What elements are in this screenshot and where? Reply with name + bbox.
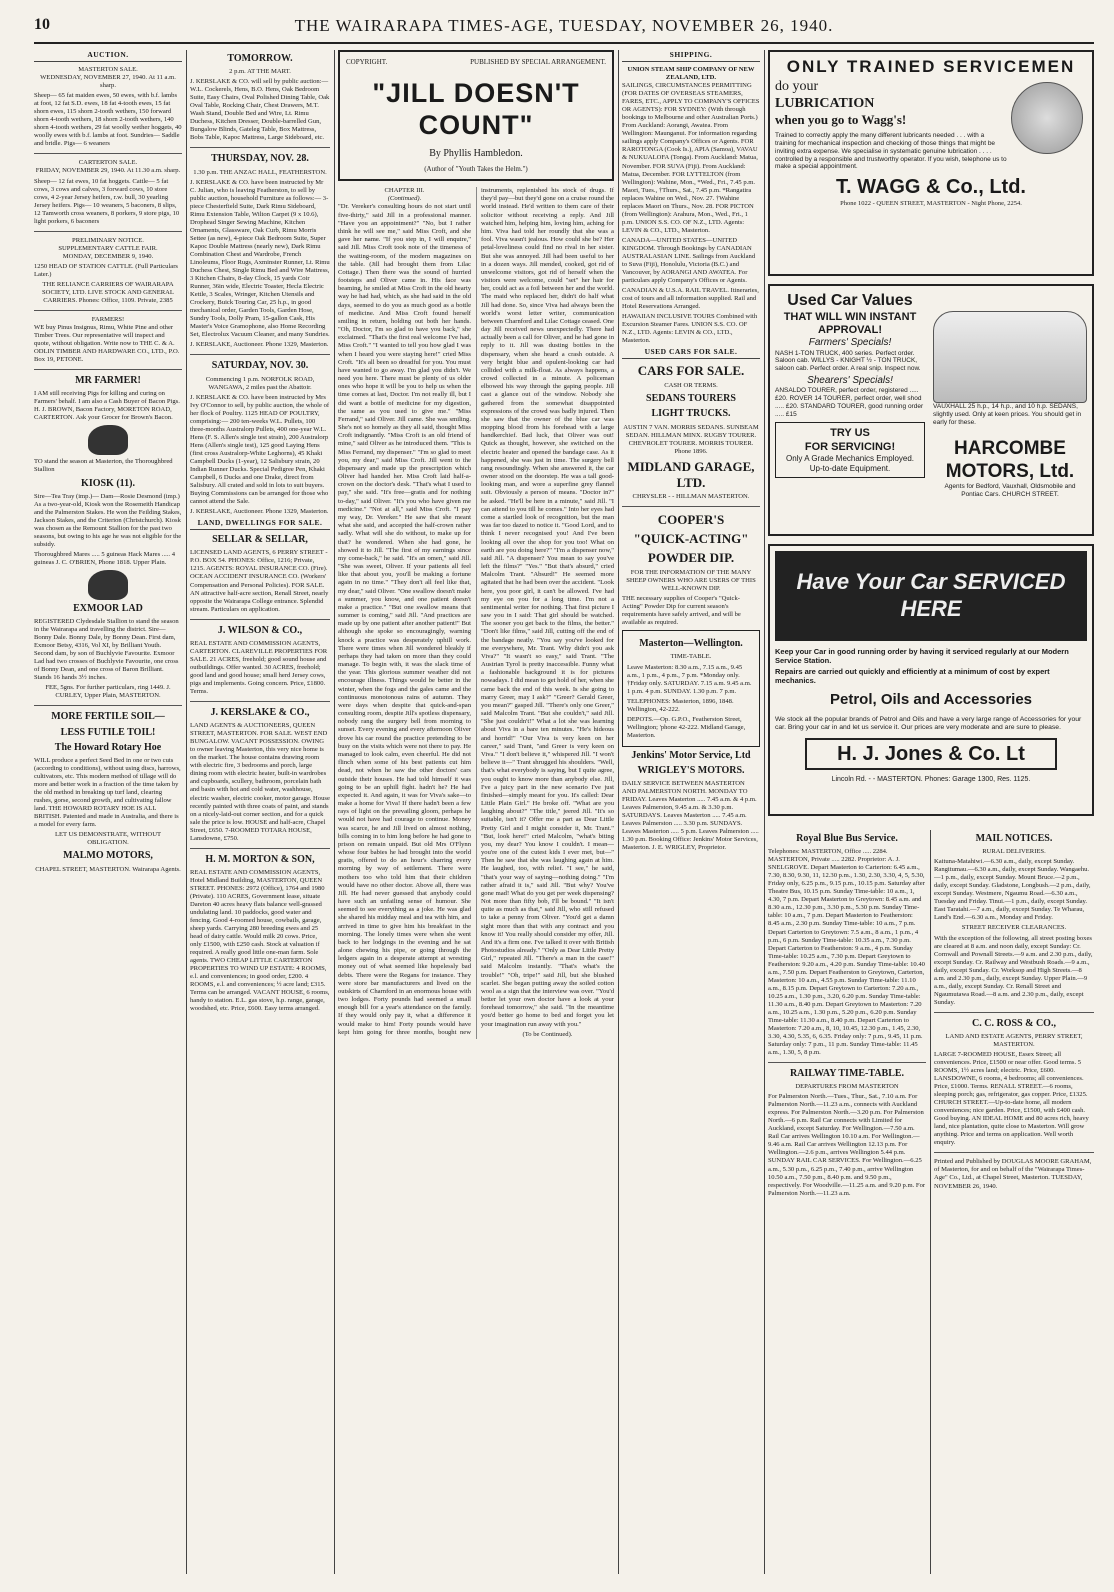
midland-sub: CHRYSLER - - HILLMAN MASTERTON. bbox=[632, 493, 750, 501]
thursday-heading: THURSDAY, NOV. 28. bbox=[211, 153, 309, 165]
soil-slogan-2: LESS FUTILE TOIL! bbox=[60, 726, 156, 738]
column-rule bbox=[764, 50, 765, 1574]
try-us: TRY US bbox=[830, 427, 870, 440]
railway-sub: DEPARTURES FROM MASTERTON bbox=[795, 1083, 899, 1091]
harcombe-name: HARCOMBE MOTORS, Ltd. bbox=[945, 437, 1075, 482]
imprint: Printed and Published by DOUGLAS MOORE GRAHAM, of Masterton, for and on behalf of the "Wairarapa Times-Age" Co., Ltd., at Chapel Street, Masterton. TUESDAY, NOVEMBER 26, 1940. bbox=[934, 1158, 1092, 1190]
column-bus-rail bbox=[768, 830, 926, 1574]
to-be-continued: (To be Continued). bbox=[522, 1030, 573, 1038]
auction-heading: AUCTION. bbox=[34, 50, 182, 62]
light-trucks: LIGHT TRUCKS. bbox=[651, 408, 731, 420]
kerslake-land-heading: J. KERSLAKE & CO., bbox=[210, 707, 310, 719]
serial-title-box bbox=[338, 50, 614, 181]
shipping-heading: SHIPPING. bbox=[622, 50, 760, 62]
win-approval: THAT WILL WIN INSTANT APPROVAL! bbox=[783, 310, 917, 336]
keep-car-running: Keep your Car in good running order by having it serviced regularly at our Modern Service Station. bbox=[775, 646, 1069, 665]
mr-farmer-heading: MR FARMER! bbox=[75, 375, 141, 387]
continued-label: (Continued). bbox=[387, 195, 422, 203]
story-subline: (Author of "Youth Takes the Helm.") bbox=[424, 164, 528, 173]
masterton-sale-lots: Sheep— 65 fat maiden ewes, 50 ewes, with b.f. lambs at foot, 12 fat S.D. ewes, 18 fat 4-tooth ewes, 15 fat shorn ewes, 115 shorn 2-tooth wethers, 150 forward shorn 4-tooth wethers, 18 shorn 2-tooth wethers, 140 shorn 4-tooth wethers, 29 fat woolly wether hoggets, 40 woolly ewes with b.f. lambs at foot. Sundries— Saddle and bridle. Pigs— 6 weaners bbox=[34, 92, 182, 148]
newspaper-title: THE WAIRARAPA TIMES-AGE, TUESDAY, NOVEMBER 26, 1940. bbox=[294, 16, 834, 35]
thursday-lots: J. KERSLAKE & CO. have been instructed by Mr C. Julian, who is leaving Featherston, to sell by public auction, household Furniture as follows:— 3-piece Chesterfield Suite, Dark Rimu Sideboard, Rimu Extension Table, Wilton Carpet (9 x 10.6), Drophead Singer Sewing Machine, Kitchen Ornaments, Glassware, Oak Curb, Rimu Morris Settee (as new), 4-piece Oak Bedroom Suite, Super Kapoc Double Mattress (nearly new), Dark Rimu Combination Chest and Wardrobe, French Linoleums, Floor Rugs, Axminster Runner, Lt. Rimu Duchess Chest, Single Rimu Bed and Wire Mattress, 3 Kitchen Chairs, 8-day Clock, 15 yards Coir Runner, 36in wide, Electric Toaster, Hecla Electric Kettle, 3 Scales, Wringer, Kitchen Utensils and Crockery, Buick Touring Car, 25 h.p., in good mechanical order, Garden Tools, Garden Hose, Sundry Tools, Dolly Pram, 15-gallon Cask, His Master's Voice Gramophone, also Home Recording Set, Electrolux Vacuum Cleaner, and many Sundries. bbox=[190, 178, 330, 339]
cash-or-terms: CASH OR TERMS. bbox=[664, 382, 718, 390]
wagg-ad bbox=[768, 50, 1094, 276]
a-grade-mechanics: Only A Grade Mechanics Employed. bbox=[785, 453, 915, 463]
used-cars-heading: USED CARS FOR SALE. bbox=[622, 347, 760, 359]
repairs-line: Repairs are carried out quickly and efficiently at a minimum of cost by expert mechanics. bbox=[775, 666, 1050, 686]
coopers-info: FOR THE INFORMATION OF THE MANY SHEEP OWNERS WHO ARE USERS OF THIS WELL-KNOWN DIP. bbox=[626, 569, 756, 593]
sellar-heading: SELLAR & SELLAR, bbox=[212, 534, 308, 546]
timetable-box bbox=[622, 630, 760, 747]
divider bbox=[34, 369, 182, 370]
for-servicing: FOR SERVICING! bbox=[804, 440, 896, 453]
divider bbox=[622, 506, 760, 507]
wagg-name: T. WAGG & Co., Ltd. bbox=[836, 176, 1026, 199]
jones-name: H. J. Jones & Co. Lt bbox=[805, 738, 1057, 770]
coopers-line-2: "QUICK-ACTING" bbox=[633, 531, 749, 547]
brown-bacon-ad: I AM still receiving Pigs for killing and curing on Farmers' behalf. I am also a Cash Buyer of Bacon Pigs. H. J. BROWN, Bacon Factory, MORETON ROAD, CARTERTON. Ask your Grocer for Brown's Bacon. bbox=[34, 390, 180, 422]
mechanic-illustration bbox=[1011, 82, 1083, 154]
chapter-label: CHAPTER III. bbox=[384, 187, 425, 195]
tomorrow-lots: J. KERSLAKE & CO. will sell by public auction:— W.L. Cockerels, Hens, B.O. Hens, Oak Bedroom Suite, Easy Chairs, Oval Polished Dining Table, Oak Oval Table, Rocking Chair, Chest Drawers, M.T. Wash Stand, Double Bed and Wire, Lt. Rimu Duchess, Kitchen Dresser, Double-barrelled Gun, Bungalow Blinds, Gateleg Table, Box Mattress, Bobs Table, Kapoc Mattress, Large Sideboard, etc. bbox=[190, 78, 330, 142]
union-sailings: SAILINGS, CIRCUMSTANCES PERMITTING (FOR DATES OF OVERSEAS STEAMERS, FARES, ETC., APPLY TO COMPANY'S OFFICES OR AGENTS): FOR SYDNEY: (With through bookings to Melbourne and other Australian Ports.) From Auckland: Aorangi, Awatea. From Wellington: Maunganui. For information regarding sailings apply Company's Offices or Agents. FOR RAROTONGA (Cook Is.), APIA (Samoa), VAVAU & NUKUALOFA (Tonga). From Auckland: Matua, November. FOR SUVA (Fiji). From Auckland: Matua, December. FOR LYTTELTON (from Wellington): Wahine, Mon., *Wed., Fri., 7.45 p.m. Maori, Tues., †Thurs., Sat., 7.45 p.m. *Rangatira replaces Wahine on Wed., Nov. 27. †Wahine replaces Maori on Thurs., Nov. 28. FOR PICTON (from Wellington): Arahura, Mon., Wed., Fri., 1 p.m. UNION S.S. CO. OF N.Z., LTD. Agents: LEVIN & CO., LTD., Masterton. bbox=[622, 82, 760, 234]
column-rule bbox=[186, 50, 187, 1574]
story-body: "Dr. Vereker's consulting hours do not start until five-thirty," said Jill in a professional manner. "Have you an appointment?" "No, but I rather think he will see me," said Miss Croft, and she gave her name. "If you step in, I will enquire," said Jill. Miss Croft took note of the timeness of the waiting-room, of the modern magazines on the table. (Jill had brought them from Lilac Cottage.) Then there was the sound of hurried footsteps and Oliver came in. His face was beaming, he smiled at Miss Croft in the old hearty way he had had, which, as she had said in the old days, seemed to do you as much good as a bottle of medicine. And Miss Croft found herself smiling in return, holding out both her hands. "Oh, Doctor, I'm so glad to have you back," she exclaimed. "That's the first real welcome I've had, Miss Croft." "I wanted to tell you how glad I was when I heard you were staying here!" cried Miss Croft. "It's all been so dreadful for you. You must have wanted to go away. I'm glad you didn't. We need you here. There must be plenty of us older ones who hope it will be you to help us when the time comes at last, Doctor. I'm not really ill, but I did want a bottle of medicine for my digestion, the same as you used to give me." "Miss Ferrand," said Oliver. Jill came. She was smiling. She's not so homely as they all said, thought Miss Croft indignantly. "Miss Croft is an old friend of mine," said Oliver as he introduced them. "This is Miss Ferrand, my dispenser." "I'm so glad to meet you, my dear," said Miss Croft. Jill went to the dispensary and made up the prescription which Oliver had handed her. Miss Croft laid half-a-crown on the doctor's desk. "That's what I used to pay," she said. "It's free—gratis and for nothing to-day," said Oliver. "It's you who have given me medicine." "Not at all," said Miss Croft. "I pay my way, Dr. Vereker." He saw that she meant what she said, and accepted the half-crown rather sadly. What will she do without, to make up for that? he wondered. When she had gone, he showed it to Jill. "The first of my earnings since my come-back," he said. "It's an omen," said Jill. "She was sweet, Oliver. If your patients all feel like that about you, you'll be making a fortune again in no time." "They don't all feel like that, my dear," said Oliver. "One swallow doesn't make a summer, you know, and one patient doesn't make a practice." "But one swallow means that summer is coming," said Jill. "And practices are made up by one patient after another patient!" But although she spoke so encouragingly, warning knock a practice was desperately uphill work. There were times when Jill wondered bleakly if perhaps they had taken on more than they could manage. To begin with, it was the slack time of the year. This glorious summer weather did not encourage illness. Things would be better in the winter, when the fogs and the gales came and the continuous monotonous rains of autumn. They were days when despite that quick-and-span consulting room, despite Jill's spotless dispensary, nobody rang the surgery bell from morning to sunset. Every evening and every afternoon Oliver drove his car round the practice pretending to be busy on the visits which were not there to pay. He managed to look calm, even cheerful. He did not flinch when some of his best patients cut him dead, not when he saw the other doctors' cars outside their houses. He had told himself it was going to be an uphill fight. hadn't he? He had expected it. And again, it was for Viva's sake—to make a home for Viva! If there hadn't been a few rays of light on the prevailing gloom, perhaps he would not have had courage to continue. Money was scarce, he and Jill lived on almost nothing, bills coming in to him long before he had gone to prison on remain unpaid. But old Mrs O'Flynn whose four babies he had brought into the world gratis, offered to do an hour's charring every morning by way of settlement. There were mothers too who told him that their children would have no other doctor. Above all, there was Jill. He had never guessed that anybody could have such an unfailing sense of humour. She seemed to see everything as a joke. He was glad she shared his midday meal and tea with him, and arrived in time to give him his breakfast in the morning. The lonely times were when she went back to her lodgings in the evening and he sat alone chewing his pipe, or going through the ledgers again in a desperate attempt at wresting money out of what seemed like hopelessly bad debts. There were the Regans for instance. They were store bar manufacturers and lived on the outskirts of Charnford in an enormous house with two lodges. Forty pounds had seemed a small enough bill for a year's attendance on the family. If they would only pay it, what a difference it would make to him! Forty pounds would have kept him going for three months, bought new instruments, replenished his stock of drugs. If they'd pay—but they'd gone on a cruise round the world instead. He'd written to them care of their solicitor without receiving a reply. And Jill watched him, helping him, loving him, aching for him. Viva had told her roundly that she was a fool. Viva wasn't jealous. How could she be? Her petal-loveliness could find no rival in her sister. But she was annoyed. Jill had been useful to her in a dozen ways. Jill mended, cooked, got rid of unwelcome visitors, got rid of herself when the visitors were welcome, could "set" her hair for her, could act as a foil between her and the world. The maid who replaced her, didn't do half what Jill had done. So, since Viva had always been the world's worst letter writer, communication between Charnford and Lilac Cottage ceased. One day Jill received news unexpectedly. There had actually been a call for Oliver, and he had gone in reply to it. Jill was dusting bottles in the dispensary, when she heard a crash outside. A very bright blue and opulent-looking car had collided with a milk-float. As always happens, a crowd collected in a minute. A policeman elbowed his way through the gaping people. Jill cast a glance out of the window. Nobody she gathered from the somewhat disappointed expressions of the crowd was badly injured. Then she saw that the owner of the blue car was mopping blood from his forehead with a large handkerchief. Bad luck, that Oliver was out! Quick as thought, however, she switched on the electric heater and opened the bandage case. As it happened, she was just in time. The surgery bell rang resoundingly. When she answered it, the car owner stood on the doorstep. He was a tall good-looking man, and wore a superfine grey flannel suit. Obviously a person of means. "Doctor in?" he asked. "He'll be here in a minute," said Jill. "I can attend to you till he comes." Into her eyes had come a startled look of recognition, but the man was far too dazed to notice it. "Good Lord, and to think I never recognised you! And I've been looking all over the shop for you too! What on earth are you doing here?" "I'm a dispenser now," said Jill. "A dispenser? You mean to say you've left the films?" "Yes." "But that's absurd," cried Malcolm Trant. "Absurd!" He seemed more agitated that he had been over the accident. "Look here, you poor girl, it can't be allowed. I've had my eye on you for a long time. I'm not a sentimental writer for nothing. That first picture I saw you in I said: That girl should be watched. The sooner you get back to the films, the better." "Don't like films," said Jill, cutting off the end of the bandage neatly. "You say you've looked for me everywhere, Mr. Trant. Why didn't you ask Viva?" "It wasn't so easy," said Trant. "The Austrian Tyrol is pretty inaccessible. Funny what a fashionable background it is for pictures nowadays. I did mean to get hold of her, when she came back the end of this week. Is she going to marry Greer, may I ask?" "Greer? Gerald Greer, you mean?" gasped Jill. "There's only one Greer," said Malcolm Trant. "But she couldn't," said Jill. "She just couldn't!" What a lot she was learning about Viva in a bare ten minutes. "He's hideous and horrid!" "Our Viva is very keen on her career," said Trant, "and Greer is very keen on Viva." "I don't believe it," whispered Jill. "I won't believe it—" Trant shrugged his shoulders. "Well, that's what everybody is saying, but I quite agree, you ought to know more than anybody else. Jill, I've a juicy part in the new scenario I've just finished—simply meant for you. It's called: Dear Little Plain Girl." He broke off. "What are you laughing about?" "The title," jeered Jill. "It's so suitable, isn't it? Offer me a part as Dear Little Pretty Girl and I might consider it, Mr. Trant." "But, look here!" cried Malcolm, "what's biting you, my dear? You know I couldn't. I mean—you're one of the cutest kids I ever met, but—" Then he saw that she was laughing again at him. He laughed, too, with relief. "I see," he said, "that's your way of saying—nothing doing." "I'm rather afraid it is," said Jill. "But why? You've gone mad! What do you get per week dispensing? Not more than fifty bob, I'll be bound." "It isn't quite as much as that," said Jill, who still refused to take a penny from Oliver. "You'd get a damn sight more than that with any contract and you know it! You really should consider my offer, Jill. And it's a firm one. I've talked it over with British Photostudios already." "Only as Dear Little Pretty Girl," repeated Jill. "There's a man in the case!" said Malcolm instantly. "That's what's the trouble!" "Oh, tripe!" said Jill, but she blushed scarlet. She began putting away the soiled cotton wool as a sign that the interview was over. "You'd better let your own doctor have a look at your forehead tomorrow," she said. "In the meantime you'd better go home to bed and forget you let your imagination run away with you." bbox=[338, 187, 614, 1036]
morton-body: REAL ESTATE AND COMMISSION AGENTS, Hotel Midland Building, MASTERTON, QUEEN STREET. PHONES: 2972 (Office), 1764 and 1980 (Private). 110 ACRES, Government lease, situate Dareton 40 acres heavy flats balance well-grassed undulating land. 10 paddocks, good water and fencing. Good 4-roomed house, cowbails, garage, sheep yards. Carrying 280 breeding ewes and 25 head of dairy cattle. Would milk 20 cows. Price, only £1500, with £250 cash. Stock at valuation if required. A really good little one-man farm. Sole agents. TWO CHEAP LITTLE CARTERTON PROPERTIES TO WIND UP ESTATE: 4 ROOMS, e.l. and conveniences; in good order, £200. 4 ROOMS, e.l. and conveniences; ½ acre land; £315. Terms can be arranged. VACANT HOUSE, 6 rooms, handy to station. E.L. gas stove, h.p. range, garage, woodshed, etc. Price, £600. Easy terms arranged. bbox=[190, 868, 330, 1013]
horse-illustration bbox=[88, 570, 128, 600]
wrigley-body: DAILY SERVICE BETWEEN MASTERTON AND PALMERSTON NORTH. MONDAY TO FRIDAY. Leaves Masterton ..... 7.45 a.m. & 4 p.m. Leaves Palmerston, 9.45 a.m. & 3.30 p.m. SATURDAYS. Leaves Masterton ..... 7.45 a.m. Leaves Palmerston ..... 3.30 p.m. SUNDAYS. Leaves Masterton ..... 5 p.m. Leaves Palmerston ..... 1.30 p.m. Booking Office: Jenkins' Motor Services, Masterton. J. E. WRIGLEY, Proprietor. bbox=[622, 780, 759, 852]
demonstrate-line: LET US DEMONSTRATE, WITHOUT OBLIGATION. bbox=[55, 831, 161, 847]
column-mail-ross bbox=[934, 830, 1094, 1574]
sellar-body: LICENSED LAND AGENTS, 6 PERRY STREET - P.O. BOX 54. PHONES: Office, 1216; Private, 1215. AGENTS: ROYAL INSURANCE CO. (Fire). OCEAN ACCIDENT INSURANCE CO. (Workers' Compensation and Personal Policies). FOR SALE. AN attractive half-acre section, Renall Street, nearly opposite the Wairarapa College entrance. Splendid stream. Particulars on application. bbox=[190, 549, 329, 613]
exmoor-fee: FEE, 5gns. For further particulars, ring 1449. J. CURLEY, Upper Plain, MASTERTON. bbox=[45, 684, 171, 700]
car-models: AUSTIN 7 VAN. MORRIS SEDANS. SUNBEAM SEDAN. HILLMAN MINX. RUGBY TOURER. CHEVROLET TOURER. MORRIS TOURER. Phone 1896. bbox=[623, 423, 759, 455]
wagg-title: ONLY TRAINED SERVICEMEN bbox=[786, 57, 1076, 76]
column-auctions-livestock bbox=[34, 50, 182, 1574]
street-clearances-heading: STREET RECEIVER CLEARANCES. bbox=[961, 924, 1067, 932]
up-to-date: Up-to-date Equipment. bbox=[809, 463, 891, 473]
used-car-values: Used Car Values bbox=[787, 292, 913, 309]
morton-heading: H. M. MORTON & SON, bbox=[205, 853, 315, 865]
story-title: "JILL DOESN'T COUNT" bbox=[372, 77, 580, 141]
carterton-sale-lots: Sheep— 12 fat ewes, 10 fat hoggets. Cattle— 5 fat cows, 3 cows and calves, 3 forward cows, 10 store cows, 4 2-year Jersey heifers, r.w. bull, 30 yearling Jersey heifers. Pigs— 10 weaners, 5 baconers, 8 slips, 12 Tamworth cross weaners, 8 porkers, 9 store pigs, 10 light porkers, 6 baconers bbox=[34, 177, 180, 225]
exmoor-pedigree: REGISTERED Clydesdale Stallion to stand the season in the Wairarapa and travelling the district. Sire—Bonny Dale. Bonny Dale, by Bonny Dean. First dam, Exmoor Betsy, 4316, Vol XI, by Brilliant Youth. Second dam, by son of Buchlyvie Favourite. Exmoor Lad had two crosses of Buchlyvie Favourite, one cross of Bonny Dean, and one cross of Baron Brilliant. Stands 16 hands 3½ inches. bbox=[34, 618, 179, 682]
kerslake-land-body: LAND AGENTS & AUCTIONEERS, QUEEN STREET, MASTERTON. FOR SALE. WEST END BUNGALOW. VACANT POSSESSION. OWING to owner leaving Masterton, this very nice home is on the market. The house contains drawing room with electric fire, 3 bedrooms and porch, large dining room with electric heater, built-in wardrobes and cupboards, scullery, bathroom, porcelain bath and basin with hot and cold water, washhouse, electric washer, electric cooker, motor garage. House recently painted with three coats of paint, and stands on a nicely-laid-out corner section, and for a quick sale the price is low. HOUSE and half-acre, Chapel Street, £650. 7-ROOMED TOTARA HOUSE, Lansdowne, £750. bbox=[190, 722, 330, 842]
divider bbox=[34, 310, 182, 311]
bus-timetable: Telephones: MASTERTON, Office ..... 2284. MASTERTON, Private ..... 2282. Proprietor: A. J. SNELGROVE. Depart Masterton to Carterton: 6.45 a.m., 7.30, 8.30, 9.30, 11, 12.30 p.m., 1.30, 2.30, 3.30, 4, 5, 5.30, Friday only, 6.25 p.m., 9.15 p.m., 10.15 p.m. Saturday after Theatre Bus, 10.15 p.m. Sunday Time-table: 10 a.m., 1, 4.30, 7 p.m. Depart Masterton to Greytown: 8.45 a.m. and 8.30 a.m., 12.30 p.m., 3.30 p.m., 5.30 p.m. Sunday Time-table: 10 a.m., 7 p.m. Depart Masterton to Featherston: 8.45 a.m., 2.30 p.m. Sunday Time-table: 10 a.m., 7 p.m. Depart Carterton to Greytown: 7.5 a.m., 8 a.m., 1 p.m., 4 p.m., 6 p.m. Sunday Time-table: 10.35 a.m., 7.30 p.m. Depart Carterton to Featherston: 9 a.m., 4 p.m. Sunday Time-table: 10.25 a.m., 7.30 p.m. Depart Greytown to Featherston: 9.20 a.m., 4.20 p.m. Sunday Time-table: 10.40 a.m., 7.50 p.m. Depart Featherston to Greytown, Carterton, Masterton: 10 a.m., 4.55 p.m. Sunday Time-table: 11.10 a.m., 8.15 p.m. Depart Greytown to Carterton: 7.20 a.m., 10.25 a.m., 1.30 p.m., 3.20, 6.20 p.m. Sunday Time-table: 11.30 a.m., 8.40 p.m. Depart Greytown to Masterton: 7.20 a.m., 10.25 a.m., 1.30 p.m., 5.20 p.m., 6.20 p.m. Sunday Time-table: 11.30 a.m., 8.40 p.m. Depart Carterton to Masterton: 7.20 a.m., 8, 10, 10.45, 12.30 p.m., 1.45, 2.30, 3.30, 4.30, 5.35, 6, 6.35. Friday only: 7 p.m., 9.45, 11 p.m. Saturday only: 7 p.m., 11 p.m. Sunday Time-table: 11.45 a.m., 1.30, 5, 8 p.m. bbox=[768, 848, 925, 1056]
divider bbox=[768, 1062, 926, 1063]
wagg-phone: Phone 1022 - QUEEN STREET, MASTERTON - Night Phone, 2254. bbox=[840, 199, 1022, 207]
kiosk-pedigree: Sire—Tea Tray (imp.)— Dam—Rosie Desmond (imp.) As a two-year-old, Kiosk won the Rosemeith Handicap and the Palmerston Stakes. He won the Feilding Stakes, Jackson Stakes, and the Criterion (Christchurch). Kiosk was chosen as the Remount Stallion for the past two seasons, but owing to his age he was not eligible for the subsidy. bbox=[34, 492, 182, 548]
railway-body: For Palmerston North.—Tues., Thur., Sat., 7.10 a.m. For Palmerston North.—11.23 a.m., connects with Auckland express. For Palmerston North.—3.20 p.m. For Palmerston North.—6 p.m. Rail Car connects with Limited for Auckland, except Saturday. For Wellington.—7.50 a.m. Rail Car arrives Wellington 10.10 a.m. For Wellington.—9.46 a.m. Rail Car arrives Wellington 12.13 p.m. For Wellington.—2.6 p.m., arrives Wellington 5.44 p.m. SUNDAY RAIL CAR SERVICES. For Wellington.—6.25 a.m., 5.30 p.m., 6.25 p.m., 7.40 p.m., arrive Wellington 10.50 a.m., 7.50 p.m., 8.40 p.m. and 9.50 p.m., respectively. For Woodville.—11.25 a.m. and 9.20 p.m. For Palmerston North.—11.23 a.m. bbox=[768, 1093, 926, 1197]
coopers-body: THE necessary supplies of Cooper's "Quick-Acting" Powder Dip for current season's requirements have safely arrived, and will be available as required. bbox=[622, 595, 741, 627]
cars-for-sale: CARS FOR SALE. bbox=[637, 363, 745, 379]
masterton-sale-date: WEDNESDAY, NOVEMBER 27, 1940. At 11 a.m. sharp. bbox=[40, 74, 176, 90]
divider bbox=[934, 1152, 1094, 1153]
hawaiian-tours: HAWAIIAN INCLUSIVE TOURS Combined with Excursion Steamer Fares. UNION S.S. CO. OF N.Z., LTD. Agents: LEVIN & CO., LTD., Masterton. bbox=[622, 313, 758, 345]
page-number: 10 bbox=[34, 16, 50, 33]
car-illustration bbox=[933, 311, 1087, 403]
kerslake-signature: J. KERSLAKE, Auctioneer. Phone 1329, Masterton. bbox=[190, 341, 329, 349]
saturday-poultry-lots: J. KERSLAKE & CO. have been instructed by Mrs Ivy O'Connor to sell, by public auction, the whole of her flock of Poultry. 1125 HEAD OF POULTRY, comprising:— 200 ten-weeks W.L. Pullets, 100 three-months Australorp Pullets, 400 one-year W.L. Hens (F. S. Allen's single test strain), 200 Australorp Hens (Allen's single test), 125 good Laying Hens (first cross Australorp-White Leghorns), 45 Khaki Campbell Ducks (1-year), 12 Salisbury strain, 20 Indian Runner Ducks. Special Pedigree Pen, Khaki Campbell, 6 Ducks and one Drake, direct from Salisbury. All crated and sold in lots to suit buyers. Buying Commissions can be arranged for those who cannot attend the Sale. bbox=[190, 393, 330, 505]
tomorrow-heading: TOMORROW. bbox=[227, 53, 293, 64]
column-kerslake-land bbox=[190, 50, 330, 1574]
farmers-heading: FARMERS! bbox=[91, 315, 125, 323]
masthead bbox=[34, 12, 1094, 44]
rotary-hoe-heading: The Howard Rotary Hoe bbox=[54, 741, 162, 753]
thursday-venue: 1.30 p.m. THE ANZAC HALL, FEATHERSTON. bbox=[193, 168, 327, 176]
timetable-sub: TIME-TABLE. bbox=[670, 653, 712, 661]
farmers-specials: Farmers' Specials! bbox=[808, 337, 892, 349]
timetable-body: Leave Masterton: 8.30 a.m., 7.15 a.m., 9.45 a.m., 1 p.m., 4 p.m., 7 p.m. *Monday only. †Friday only. SATURDAY. 7.15 a.m. 9.45 a.m. 1 p.m. 4 p.m. SUNDAY. 1.30 p.m. 7 p.m. bbox=[627, 663, 752, 695]
divider bbox=[190, 701, 330, 702]
divider bbox=[934, 1012, 1094, 1013]
divider bbox=[190, 848, 330, 849]
union-steam-ship: UNION STEAM SHIP COMPANY OF NEW ZEALAND, LTD. bbox=[627, 66, 755, 82]
land-dwellings-heading: LAND, DWELLINGS FOR SALE. bbox=[190, 518, 330, 530]
horse-illustration bbox=[88, 425, 128, 455]
station-cattle: 1250 HEAD OF STATION CATTLE. (Full Particulars Later.) bbox=[34, 262, 178, 278]
wrigley-heading: WRIGLEY'S MOTORS. bbox=[637, 764, 745, 776]
vauxhall-sedans: VAUXHALL 25 h.p., 14 h.p., and 10 h.p. SEDANS, slightly used. Only at keen prices. You should get in early for these. bbox=[933, 403, 1082, 426]
divider bbox=[190, 354, 330, 355]
soil-slogan-1: MORE FERTILE SOIL— bbox=[51, 711, 165, 723]
carterton-sale-title: CARTERTON SALE. bbox=[78, 159, 138, 167]
preliminary-notice: PRELIMINARY NOTICE. bbox=[72, 236, 144, 244]
kiosk-fees: Thoroughbred Mares ..... 5 guineas Hack Mares ..... 4 guineas J. C. O'BRIEN, Phone 1818. Upper Plain. bbox=[34, 550, 175, 566]
odlin-timber-ad: WE buy Pinus Insignus, Rimu, White Pine and other Timber Trees. Our representative will inspect and quote, without obligation. Write now to THE C. & A. ODLIN TIMBER AND HARDWARE CO., LTD., P.O. Box 19, PETONE. bbox=[34, 323, 180, 364]
harcombe-agents: Agents for Bedford, Vauxhall, Oldsmobile and Pontiac Cars. CHURCH STREET. bbox=[944, 483, 1076, 499]
canadian-line: CANADA—UNITED STATES—UNITED KINGDOM. Through Bookings by CANADIAN AUSTRALASIAN LINE. Sailings from Auckland to Suva (Fiji), Honolulu, Victoria (B.C.) and Vancouver, by AORANGI AND AWATEA. For particulars apply Company's Offices or Agents. bbox=[622, 236, 756, 284]
malmo-address: CHAPEL STREET, MASTERTON. Wairarapa Agents. bbox=[35, 865, 181, 873]
carterton-sale-date: FRIDAY, NOVEMBER 29, 1940. At 11.30 a.m. sharp. bbox=[35, 167, 181, 175]
saturday-heading: SATURDAY, NOV. 30. bbox=[211, 360, 309, 372]
wagg-sub-3: when you go to Wagg's! bbox=[775, 111, 907, 127]
railway-heading: RAILWAY TIME-TABLE. bbox=[789, 1068, 905, 1079]
rotary-hoe-body: WILL produce a perfect Seed Bed in one or two cuts (according to conditions), without using discs, harrows, cultivators, etc. This modern method of tillage will do more and better work in a fraction of the time taken by the old method in breaking up turf land, clearing rushes, gorse, second growth, and cultivating fallow land. THE HOWARD ROTARY HOE IS ALL BRITISH. Patented and made in Australia, and there is a model for every farm. bbox=[34, 757, 181, 829]
kiosk-intro: TO stand the season at Masterton, the Thoroughbred Stallion bbox=[34, 458, 173, 474]
supplementary-fair: SUPPLEMENTARY CATTLE FAIR. bbox=[58, 244, 158, 252]
ross-heading: C. C. ROSS & CO., bbox=[972, 1017, 1056, 1029]
column-rule bbox=[334, 50, 335, 1574]
harcombe-ad bbox=[768, 284, 1094, 536]
shearers-specials-list: ANSALDO TOURER, perfect order, registered ..... £20. ROVER 14 TOURER, perfect order, well shod ..... £20. STANDARD TOURER, good running order ..... £15 bbox=[775, 387, 924, 419]
jenkins-motor: Jenkins' Motor Service, Ltd bbox=[631, 749, 751, 761]
wagg-body: Trained to correctly apply the many different lubricants needed . . . with a training for mechanical inspection and checking of those things that might be inviting extra expense. We specialise in systematic genuine lubrication . . . . controlled by a responsible and trustworthy operator. If you wish, telephone us to make a special appointment. bbox=[775, 131, 1007, 171]
malmo-motors: MALMO MOTORS, bbox=[63, 850, 153, 862]
mail-body: Kaituna-Matahiwi.—6.30 a.m., daily, except Sunday. Rangitumau.—6.30 a.m., daily, except Sunday. Wangaehu.—1 p.m., daily, except Sunday. Mount Bruce.—2 p.m., daily, except Sunday. Gladstone, Longbush.—2 p.m., daily, except Sunday. Westmere, Ngaumu Road.—6.30 a.m., Tuesday and Friday. Tinui.—1 p.m., daily, except Sunday. East Taratahi.—7 a.m., daily, except Sunday. Te Wharau, Land's End.—6.30 a.m., Monday and Friday. bbox=[934, 858, 1091, 922]
mail-heading: MAIL NOTICES. bbox=[975, 833, 1053, 844]
column-rule bbox=[930, 830, 931, 1574]
jones-service-ad bbox=[768, 544, 1094, 816]
midland-garage: MIDLAND GARAGE, LTD. bbox=[627, 458, 755, 490]
wilson-body: REAL ESTATE AND COMMISSION AGENTS, CARTERTON. CLAREVILLE PROPERTIES FOR SALE. 21 ACRES, freehold; good sound house and outbuildings. Offer wanted. 30 ACRES, freehold; good land and good house; small herd Jersey cows, pigs and implements. Going concern. Price, £1800. Terms. bbox=[190, 639, 328, 696]
divider bbox=[190, 619, 330, 620]
sedans-tourers: SEDANS TOURERS bbox=[646, 393, 736, 405]
exmoor-heading: EXMOOR LAD bbox=[73, 602, 143, 614]
published-label: PUBLISHED BY SPECIAL ARRANGEMENT. bbox=[470, 58, 606, 66]
try-us-box bbox=[775, 422, 925, 478]
divider bbox=[34, 705, 182, 706]
jones-address: Lincoln Rd. - - MASTERTON. Phones: Garage 1300, Res. 1125. bbox=[831, 776, 1031, 784]
coopers-line-1: COOPER'S bbox=[657, 512, 725, 528]
divider bbox=[34, 231, 182, 232]
wagg-sub-2: LUBRICATION bbox=[775, 95, 875, 111]
timetable-depots: DEPOTS.—Op. G.P.O., Featherston Street, Wellington; 'phone 42-222. Midland Garage, Masterton. bbox=[627, 715, 746, 739]
bus-heading: Royal Blue Bus Service. bbox=[796, 833, 898, 844]
masterton-sale-title: MASTERTON SALE. bbox=[78, 66, 138, 74]
ross-body: LARGE 7-ROOMED HOUSE, Essex Street; all conveniences. Price, £1500 or near offer. Good terms. 5 ROOMS, 1½ acres land; electric. Price, £600. LANSDOWNE, 6 rooms, 4 bedrooms; all conveniences. Price, £1000. Terms. RENALL STREET.—6 rooms, sleeping porch; gas, refrigerator, gas copper. Price, £1325. CHURCH STREET.—Up-to-date home, all modern conveniences; nice garden. Price, £1500, with £400 cash. Good buying. AN IDEAL HOME and 80 acres rich, heavy land, nice plantation, quite close to Masterton. Will grow anything. Price and terms on application. Well worth enquiry. bbox=[934, 1051, 1089, 1147]
divider bbox=[34, 153, 182, 154]
reliance-carriers: THE RELIANCE CARRIERS OF WAIRARAPA SOCIETY, LTD. LIVE STOCK AND GENERAL CARRIERS. Phones: Office, 1109. Private, 2385 bbox=[42, 280, 174, 304]
story-byline: By Phyllis Hambledon. bbox=[429, 148, 523, 160]
rural-deliveries: RURAL DELIVERIES. bbox=[982, 848, 1046, 856]
serial-story bbox=[338, 50, 614, 1574]
saturday-venue: Commencing 1 p.m. NORFOLK ROAD, WANGAWA, 2 miles past the Abattoir. bbox=[205, 375, 315, 391]
ross-sub: LAND AND ESTATE AGENTS, PERRY STREET, MASTERTON. bbox=[945, 1032, 1083, 1048]
kiosk-heading: KIOSK (11). bbox=[81, 477, 135, 489]
petrol-oils-heading: Petrol, Oils and Accessories bbox=[829, 691, 1033, 709]
timetable-phones: TELEPHONES: Masterton, 1896, 1848. Wellington, 42-222. bbox=[627, 697, 734, 713]
divider bbox=[190, 147, 330, 148]
coopers-line-3: POWDER DIP. bbox=[647, 550, 735, 566]
kerslake-signature: J. KERSLAKE, Auctioneer. Phone 1329, Masterton. bbox=[190, 508, 329, 516]
street-clearances-body: With the exception of the following, all street posting boxes are cleared at 8 a.m. and noon daily, except Sunday: Cr. Cornwall and Pownall Streets.—9 a.m. and 2.30 p.m., daily, except Sunday. Cr. Railway and Westbush Roads.—9 a.m., daily, except Sunday. Cr. Worksop and High Streets.—8 a.m. and 2.30 p.m., daily, except Sunday. Upper Plain.—9 a.m., daily, except Sunday. Cr. Renall Street and Ngaumutawa Road.—8 a.m. and 2.30 p.m., daily, except Sunday. bbox=[934, 934, 1093, 1006]
wilson-heading: J. WILSON & CO., bbox=[217, 624, 303, 636]
shearers-specials: Shearers' Specials! bbox=[807, 375, 893, 387]
timetable-heading: Masterton—Wellington. bbox=[639, 638, 743, 650]
farmers-specials-list: NASH 1-TON TRUCK, 400 series. Perfect order. Saloon cab. WILLYS - KNIGHT ½ - TON TRUCK, saloon cab. Perfect order. A real snip. Inspect now. bbox=[775, 349, 921, 373]
tomorrow-time: 2 p.m. AT THE MART. bbox=[229, 68, 291, 76]
copyright-label: COPYRIGHT. bbox=[346, 58, 388, 66]
supplementary-fair-date: MONDAY, DECEMBER 9, 1940. bbox=[62, 252, 154, 260]
column-shipping-cars bbox=[622, 50, 760, 1574]
serviced-here-banner: Have Your Car SERVICED HERE bbox=[775, 551, 1087, 641]
rail-travel: CANADIAN & U.S.A. RAIL TRAVEL. Itineraries, cost of tours and all information supplied. Rail and Hotel Reservations Arranged. bbox=[622, 286, 759, 311]
wagg-sub-1: do your bbox=[775, 78, 819, 94]
column-rule bbox=[618, 50, 619, 1574]
petrol-oils-body: We stock all the popular brands of Petrol and Oils and have a very large range of Accessories for your car. Bring your car in and let us service it. Our prices are very moderate and are sure to please. bbox=[775, 715, 1082, 731]
story-text bbox=[338, 187, 614, 1039]
